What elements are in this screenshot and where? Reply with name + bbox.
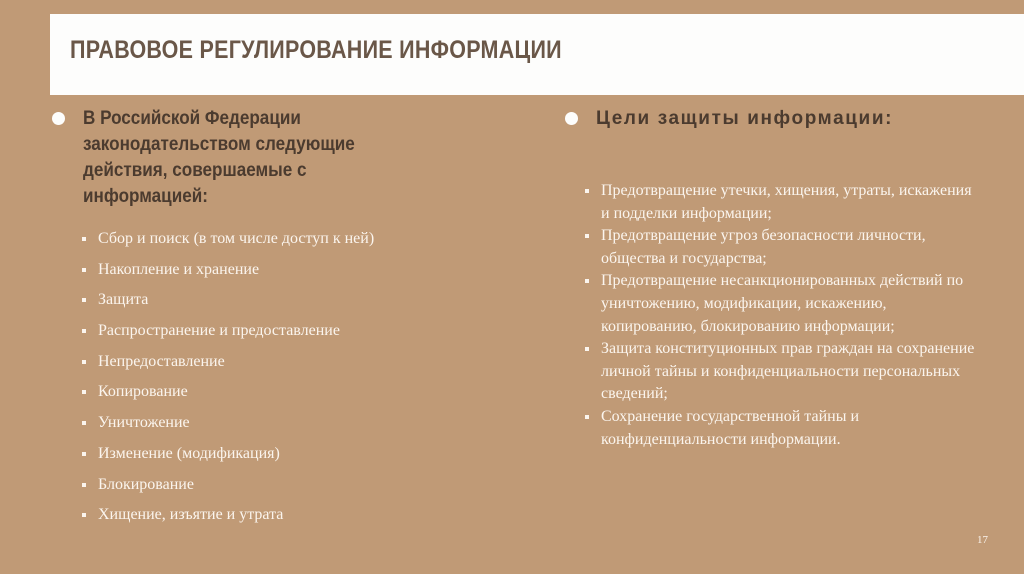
bullet-dot-icon — [52, 112, 65, 125]
list-item-text: Копирование — [98, 383, 188, 401]
list-item — [82, 444, 374, 475]
list-item — [585, 270, 975, 338]
square-bullet-icon — [82, 390, 86, 394]
list-item-text: Сохранение государственной тайны и конфиденциальности информации. — [601, 407, 860, 448]
left-column — [52, 106, 462, 210]
list-item — [585, 406, 975, 451]
list-item — [82, 505, 374, 536]
square-bullet-icon — [82, 329, 86, 333]
list-item-text: Предотвращение несанкционированных действий по уничтожению, модификации, искажению, копированию, блокированию информации; — [601, 272, 964, 335]
list-item — [82, 229, 374, 260]
list-item — [82, 321, 374, 352]
square-bullet-icon — [82, 513, 86, 517]
list-item — [82, 382, 374, 413]
square-bullet-icon — [82, 237, 86, 241]
square-bullet-icon — [82, 421, 86, 425]
square-bullet-icon — [82, 298, 86, 302]
square-bullet-icon — [82, 360, 86, 364]
list-item-text: Изменение (модификация) — [98, 444, 280, 462]
right-column — [565, 106, 985, 132]
right-main-bullet — [565, 106, 985, 132]
list-item-text: Сбор и поиск (в том числе доступ к ней) — [98, 230, 375, 247]
square-bullet-icon — [585, 189, 589, 193]
list-item — [82, 260, 374, 291]
list-item — [585, 180, 975, 225]
square-bullet-icon — [82, 268, 86, 272]
list-item-text: Блокирование — [98, 475, 194, 493]
title-banner — [50, 14, 1024, 95]
square-bullet-icon — [585, 279, 589, 283]
square-bullet-icon — [82, 483, 86, 487]
list-item-text: Защита конституционных прав граждан на сохранение личной тайны и конфиденциальности персональных сведений; — [601, 340, 975, 403]
list-item-text: Предотвращение угроз безопасности личности, общества и государства; — [601, 227, 926, 267]
list-item — [585, 338, 975, 406]
list-item-text: Непредоставление — [98, 352, 225, 370]
list-item — [82, 413, 374, 444]
goals-list — [585, 180, 975, 451]
list-item-text: Хищение, изъятие и утрата — [98, 506, 284, 524]
list-item — [82, 290, 374, 321]
left-heading: В Российской Федерации законодательством следующие действия, совершаемые с информацией: — [83, 108, 355, 207]
slide-title: ПРАВОВОЕ РЕГУЛИРОВАНИЕ ИНФОРМАЦИИ — [70, 36, 562, 64]
page-number: 17 — [977, 534, 988, 546]
right-heading: Цели защиты информации: — [596, 108, 894, 129]
list-item-text: Распространение и предоставление — [98, 322, 340, 340]
square-bullet-icon — [585, 415, 589, 419]
list-item-text: Защита — [98, 291, 149, 309]
left-main-bullet — [52, 106, 462, 210]
square-bullet-icon — [585, 234, 589, 238]
bullet-dot-icon — [565, 112, 578, 125]
list-item — [82, 352, 374, 383]
list-item — [82, 475, 374, 506]
list-item — [585, 225, 975, 270]
list-item-text: Уничтожение — [98, 414, 190, 432]
square-bullet-icon — [82, 452, 86, 456]
square-bullet-icon — [585, 347, 589, 351]
list-item-text: Накопление и хранение — [98, 260, 260, 278]
actions-list — [82, 229, 374, 536]
list-item-text: Предотвращение утечки, хищения, утраты, искажения и подделки информации; — [601, 182, 972, 222]
